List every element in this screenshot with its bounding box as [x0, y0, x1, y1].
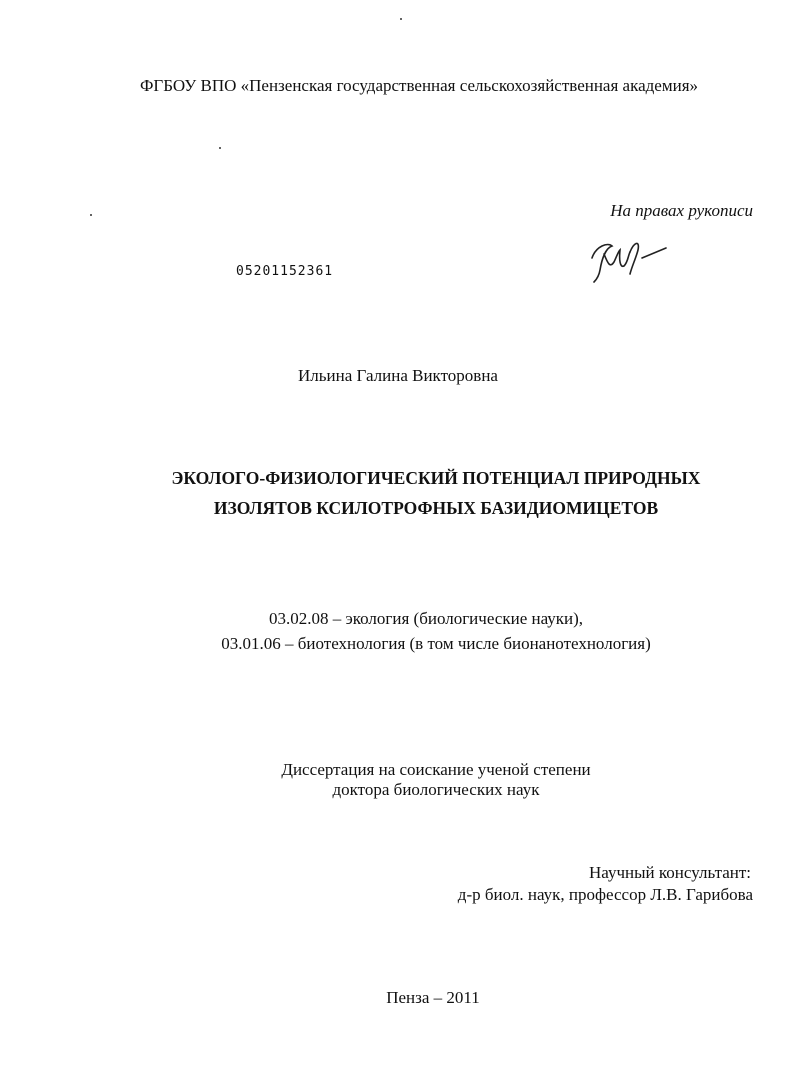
scan-speck: [219, 147, 221, 149]
signature-image: [586, 236, 670, 284]
thesis-title-line-2: ИЗОЛЯТОВ КСИЛОТРОФНЫХ БАЗИДИОМИЦЕТОВ: [213, 498, 659, 518]
registry-code: 05201152361: [236, 264, 334, 279]
institution-name: ФГБОУ ВПО «Пензенская государственная сельскохозяйственная академия»: [139, 76, 699, 95]
consultant-name: д-р биол. наук, профессор Л.В. Гарибова: [457, 885, 753, 904]
degree-line-2: доктора биологических наук: [332, 780, 540, 799]
rights-note: На правах рукописи: [610, 201, 753, 220]
specialty-line-1: 03.02.08 – экология (биологические науки),: [268, 609, 584, 628]
scan-speck: [90, 214, 92, 216]
city-year: Пенза – 2011: [386, 988, 480, 1007]
thesis-title-line-1: ЭКОЛОГО-ФИЗИОЛОГИЧЕСКИЙ ПОТЕНЦИАЛ ПРИРОДНЫХ: [171, 468, 701, 488]
author-name: Ильина Галина Викторовна: [298, 366, 498, 385]
consultant-label: Научный консультант:: [589, 863, 751, 882]
specialty-line-2: 03.01.06 – биотехнология (в том числе бионанотехнология): [221, 634, 651, 653]
degree-line-1: Диссертация на соискание ученой степени: [281, 760, 591, 779]
scan-speck: [400, 18, 402, 20]
